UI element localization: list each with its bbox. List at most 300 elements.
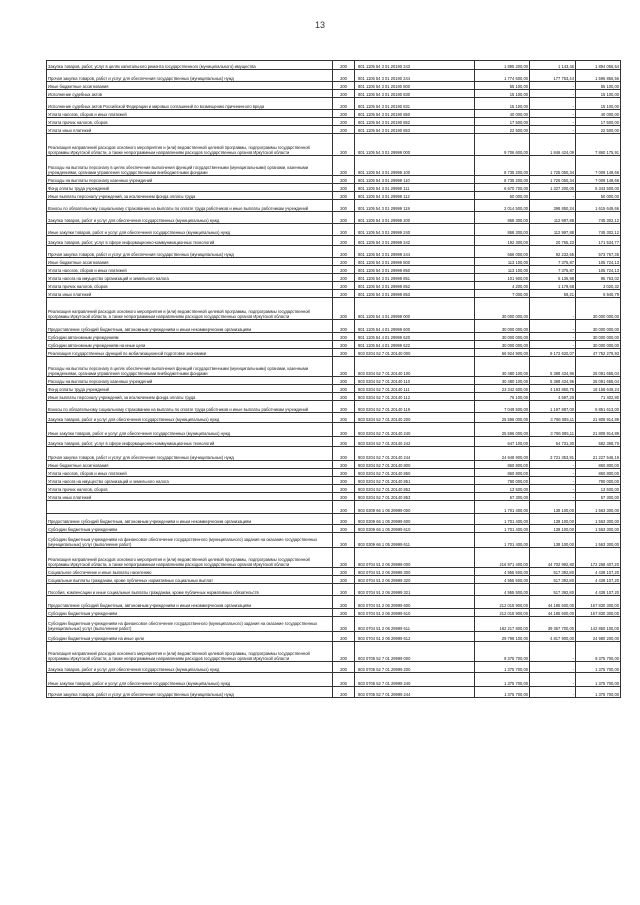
cell-v3: 15 100,00	[576, 90, 621, 98]
cell-code: 200	[333, 61, 355, 70]
cell-code: 200	[333, 110, 355, 118]
cell-name: Иные бюджетные ассигнования	[47, 258, 333, 266]
cell-v1: 50 000,00	[475, 192, 530, 200]
cell-v1: 4 955 500,00	[475, 584, 530, 596]
cell-code: 200	[333, 401, 355, 413]
cell-code: 200	[333, 501, 355, 514]
table-row	[47, 156, 621, 176]
cell-v3: 1 894 056,54	[576, 61, 621, 70]
table-row	[47, 673, 621, 687]
cell-name: Пособия, компенсации и иные социальные выплаты гражданам, кроме публичных нормативных обязательств	[47, 584, 333, 596]
cell-v3: 1 375 700,00	[576, 687, 621, 698]
cell-v2: 1 197 887,00	[530, 401, 576, 413]
cell-v1: 24 948 900,00	[475, 447, 530, 461]
cell-kbk: 801 1105 54 3 01 29999 119	[355, 200, 475, 212]
cell-code: 200	[333, 258, 355, 266]
table-row	[47, 413, 621, 423]
cell-v1: 13 500,00	[475, 485, 530, 493]
cell-kbk: 801 1105 54 3 01 29999 850	[355, 266, 475, 274]
cell-kbk: 801 1105 54 3 01 29999 110	[355, 176, 475, 184]
cell-v3: 1 563 300,00	[576, 525, 621, 533]
cell-v2: 3 786 085,11	[530, 413, 576, 423]
cell-v2: 59,21	[530, 290, 576, 298]
table-row	[47, 401, 621, 413]
cell-v2: 138 100,00	[530, 514, 576, 525]
cell-v3: 7 009 149,66	[576, 176, 621, 184]
cell-v2: -	[530, 469, 576, 477]
cell-v3: 57 300,00	[576, 493, 621, 501]
table-row	[47, 349, 621, 357]
cell-code: 200	[333, 333, 355, 341]
cell-v2: -	[530, 110, 576, 118]
cell-kbk: 801 1105 54 3 01 29999 000	[355, 134, 475, 156]
cell-v3: 105 724,13	[576, 258, 621, 266]
cell-v1: 30 480 100,00	[475, 357, 530, 377]
cell-code: 200	[333, 70, 355, 82]
cell-kbk: 803 0204 52 7 01 20140 851	[355, 477, 475, 485]
cell-v3: 582 368,70	[576, 437, 621, 447]
cell-v1: 25 596 000,00	[475, 413, 530, 423]
table-row	[47, 447, 621, 461]
cell-name: Исполнение судебных актов	[47, 90, 333, 98]
cell-v3: 1 375 700,00	[576, 673, 621, 687]
cell-v1: 40 000,00	[475, 110, 530, 118]
cell-name: Уплата прочих налогов, сборов	[47, 282, 333, 290]
cell-v2: -	[530, 118, 576, 126]
cell-v3: 55 100,00	[576, 82, 621, 90]
table-row	[47, 687, 621, 698]
table-row	[47, 70, 621, 82]
cell-v2: 1 726 050,34	[530, 176, 576, 184]
cell-code: 200	[333, 236, 355, 246]
cell-kbk: 803 0704 51 2 06 29999 611	[355, 617, 475, 632]
table-row	[47, 236, 621, 246]
cell-code: 200	[333, 126, 355, 134]
cell-v1: 1 701 400,00	[475, 525, 530, 533]
cell-kbk: 803 0204 52 7 01 20140 850	[355, 469, 475, 477]
cell-name: Предоставление субсидий бюджетным, автономным учреждениям и иным некоммерческим организациям	[47, 514, 333, 525]
cell-v2: 39 367 700,00	[530, 617, 576, 632]
cell-v1: 56 924 900,00	[475, 349, 530, 357]
cell-v3: 790 000,00	[576, 477, 621, 485]
cell-v1: 647 100,00	[475, 437, 530, 447]
cell-v1: 9 706 600,00	[475, 134, 530, 156]
table-row	[47, 642, 621, 662]
table-row	[47, 437, 621, 447]
cell-name: Прочая закупка товаров, работ и услуг для обеспечения государственных (муниципальных) нужд	[47, 70, 333, 82]
cell-v2: 7 375,87	[530, 266, 576, 274]
cell-kbk: 801 1105 54 3 01 20190 800	[355, 82, 475, 90]
cell-name: Фонд оплаты труда учреждений	[47, 184, 333, 192]
table-row	[47, 393, 621, 401]
cell-v1: 113 100,00	[475, 258, 530, 266]
cell-name: Расходы на выплаты персоналу в целях обеспечения выполнения функций государственными (муниципальными) органами, казенными учреждениями, органами управления государственными внебюджетными фондами	[47, 357, 333, 377]
cell-v1: 30 000 000,00	[475, 341, 530, 349]
cell-v3: 171 534,77	[576, 236, 621, 246]
cell-kbk: 803 0204 52 7 01 20140 111	[355, 385, 475, 393]
cell-code: 200	[333, 385, 355, 393]
cell-v3: 4 438 107,20	[576, 584, 621, 596]
cell-kbk: 801 1105 54 4 01 29999 600	[355, 320, 475, 333]
cell-v2: -	[530, 192, 576, 200]
cell-name: Иные выплаты персоналу учреждений, за исключением фонда оплаты труда	[47, 393, 333, 401]
cell-code: 200	[333, 632, 355, 642]
cell-v2: 517 392,80	[530, 568, 576, 576]
cell-v3: 4 438 107,20	[576, 568, 621, 576]
cell-v1: 55 100,00	[475, 82, 530, 90]
cell-v2: 5 388 434,96	[530, 357, 576, 377]
cell-v2: 7 375,87	[530, 258, 576, 266]
table-row	[47, 320, 621, 333]
table-row	[47, 282, 621, 290]
cell-code: 200	[333, 184, 355, 192]
cell-code: 200	[333, 282, 355, 290]
cell-code: 200	[333, 548, 355, 568]
cell-v2: -	[530, 298, 576, 320]
cell-v2: -	[530, 333, 576, 341]
cell-kbk: 801 1105 54 3 01 29999 800	[355, 258, 475, 266]
cell-name: Субсидии автономным учреждениям	[47, 333, 333, 341]
cell-kbk: 801 1105 54 3 01 20190 850	[355, 110, 475, 118]
cell-code: 200	[333, 176, 355, 184]
table-row	[47, 134, 621, 156]
table-row	[47, 274, 621, 282]
table-row	[47, 493, 621, 501]
cell-v1: 1 774 600,00	[475, 70, 530, 82]
cell-code: 200	[333, 687, 355, 698]
table-row	[47, 333, 621, 341]
cell-v1: 8 735 200,00	[475, 176, 530, 184]
cell-v1: 29 798 100,00	[475, 632, 530, 642]
cell-v3: 142 850 100,00	[576, 617, 621, 632]
cell-kbk: 803 0705 52 7 01 29999 240	[355, 673, 475, 687]
cell-v2: 1 179,68	[530, 282, 576, 290]
cell-name: Закупка товаров, работ, услуг в сфере информационно-коммуникационных технологий	[47, 236, 333, 246]
table-row	[47, 224, 621, 236]
cell-name: Уплата налога на имущество организаций и земельного налога	[47, 477, 333, 485]
cell-v3: 15 100,00	[576, 98, 621, 110]
cell-name: Фонд оплаты труда учреждений	[47, 385, 333, 393]
cell-v2: 517 392,80	[530, 576, 576, 584]
table-row	[47, 662, 621, 673]
cell-v2: 177 753,44	[530, 70, 576, 82]
cell-v1: 15 100,00	[475, 90, 530, 98]
cell-v1: 9 375 700,00	[475, 642, 530, 662]
table-row	[47, 192, 621, 200]
cell-v1: 1 701 400,00	[475, 533, 530, 548]
cell-v2: 4 697,20	[530, 393, 576, 401]
cell-code: 200	[333, 469, 355, 477]
cell-v3: 30 000 000,00	[576, 333, 621, 341]
cell-code: 200	[333, 576, 355, 584]
cell-v3: 47 752 279,93	[576, 349, 621, 357]
cell-v3: 7 009 149,66	[576, 156, 621, 176]
cell-v3: 5 851 613,00	[576, 401, 621, 413]
table-row	[47, 341, 621, 349]
cell-v1: 1 701 400,00	[475, 501, 530, 514]
cell-name: Реализация направлений расходов основного мероприятия и (или) ведомственной целевой программы, подпрограммы государственной программы Иркутской области, а также непрограммным направлениям расходов государственных органов Иркутской области	[47, 548, 333, 568]
cell-code: 200	[333, 357, 355, 377]
cell-name: Уплата иных платежей	[47, 290, 333, 298]
cell-v3: 30 000 000,00	[576, 341, 621, 349]
cell-v3: 30 000 000,00	[576, 298, 621, 320]
cell-name: Закупка товаров, работ и услуг для обеспечения государственных (муниципальных) нужд	[47, 212, 333, 224]
cell-v2: 112 997,88	[530, 224, 576, 236]
cell-v1: 858 300,00	[475, 212, 530, 224]
cell-name: Предоставление субсидий бюджетным, автономным учреждениям и иным некоммерческим организациям	[47, 320, 333, 333]
cell-v2: 398 850,34	[530, 200, 576, 212]
cell-v2: 517 392,80	[530, 584, 576, 596]
cell-name: Закупка товаров, работ и услуг для обеспечения государственных (муниципальных) нужд	[47, 413, 333, 423]
cell-kbk: 801 1105 54 3 01 20190 243	[355, 61, 475, 70]
cell-v1: 192 300,00	[475, 236, 530, 246]
cell-kbk: 803 0704 51 2 06 29999 610	[355, 609, 475, 617]
cell-name: Исполнение судебных актов Российской Федерации и мировых соглашений по возмещению причиненного вреда	[47, 98, 333, 110]
table-row	[47, 596, 621, 609]
cell-v1: 4 955 500,00	[475, 568, 530, 576]
cell-v3: 19 158 649,24	[576, 385, 621, 393]
cell-name: Уплата налогов, сборов и иных платежей	[47, 110, 333, 118]
cell-v1: 76 100,00	[475, 393, 530, 401]
cell-code: 200	[333, 156, 355, 176]
cell-kbk: 801 1105 54 3 01 29999 240	[355, 224, 475, 236]
table-row	[47, 584, 621, 596]
cell-v1: 6 670 700,00	[475, 184, 530, 192]
cell-v2: -	[530, 90, 576, 98]
cell-code: 200	[333, 212, 355, 224]
table-row	[47, 212, 621, 224]
cell-code: 200	[333, 533, 355, 548]
cell-v2: -	[530, 320, 576, 333]
cell-v2: 92 232,65	[530, 246, 576, 258]
cell-v2: 1 327 200,00	[530, 184, 576, 192]
cell-v1: 212 015 900,00	[475, 609, 530, 617]
cell-kbk: 803 0204 52 7 01 20140 800	[355, 461, 475, 469]
cell-name: Реализация направлений расходов основного мероприятия и (или) ведомственной целевой программы, подпрограммы государственной программы Иркутской области, а также непрограммным направлениям расходов государственных органов Иркутской области	[47, 134, 333, 156]
cell-name: Субсидии бюджетным учреждениям	[47, 525, 333, 533]
cell-v3: 25 091 665,04	[576, 377, 621, 385]
cell-code: 200	[333, 514, 355, 525]
cell-name: Расходы на выплаты персоналу в целях обеспечения выполнения функций государственными (муниципальными) органами, казенными учреждениями, органами управления государственными внебюджетными фондами	[47, 156, 333, 176]
cell-kbk: 801 1105 54 3 01 29999 100	[355, 156, 475, 176]
cell-v2: 20 765,23	[530, 236, 576, 246]
cell-code: 200	[333, 423, 355, 437]
cell-kbk: 801 1105 54 3 01 29999 111	[355, 184, 475, 192]
cell-kbk: 801 1105 54 3 01 29999 853	[355, 290, 475, 298]
table-row	[47, 110, 621, 118]
cell-name: Уплата иных платежей	[47, 493, 333, 501]
cell-kbk: 803 0309 66 1 05 29999 610	[355, 525, 475, 533]
cell-v2: 4 183 850,75	[530, 385, 576, 393]
cell-v3: 167 830 300,00	[576, 596, 621, 609]
table-row	[47, 126, 621, 134]
cell-kbk: 803 0704 51 2 06 29999 600	[355, 596, 475, 609]
cell-v1: 666 000,00	[475, 246, 530, 258]
table-row	[47, 609, 621, 617]
cell-v1: 790 000,00	[475, 477, 530, 485]
cell-v1: 8 735 200,00	[475, 156, 530, 176]
cell-v3: 745 302,12	[576, 224, 621, 236]
table-row	[47, 200, 621, 212]
cell-kbk: 801 1105 54 4 01 29999 620	[355, 333, 475, 341]
cell-v3: 21 227 546,19	[576, 447, 621, 461]
cell-name: Реализация государственных функций по мобилизационной подготовке экономики	[47, 349, 333, 357]
cell-code: 200	[333, 447, 355, 461]
cell-v2: -	[530, 477, 576, 485]
cell-code: 200	[333, 596, 355, 609]
cell-v3: 24 980 200,00	[576, 632, 621, 642]
cell-v3: 6 940,79	[576, 290, 621, 298]
cell-name: Социальные выплаты гражданам, кроме публичных нормативных социальных выплат	[47, 576, 333, 584]
cell-v2: -	[530, 461, 576, 469]
table-row	[47, 477, 621, 485]
cell-code: 200	[333, 584, 355, 596]
cell-code: 200	[333, 320, 355, 333]
cell-name: Предоставление субсидий бюджетным, автономным учреждениям и иным некоммерческим организациям	[47, 596, 333, 609]
cell-code: 200	[333, 246, 355, 258]
cell-name	[47, 501, 333, 514]
cell-name: Уплата прочих налогов, сборов	[47, 485, 333, 493]
table-row	[47, 118, 621, 126]
cell-kbk: 803 0204 52 7 01 20140 200	[355, 413, 475, 423]
cell-code: 200	[333, 298, 355, 320]
cell-kbk: 803 0309 66 1 05 29999 611	[355, 533, 475, 548]
cell-v2: -	[530, 126, 576, 134]
table-row	[47, 357, 621, 377]
cell-v2: 138 100,00	[530, 525, 576, 533]
cell-v2: 138 100,00	[530, 501, 576, 514]
cell-name: Расходы на выплаты персоналу казенных учреждений	[47, 377, 333, 385]
cell-kbk: 803 0204 52 7 01 20140 000	[355, 349, 475, 357]
cell-v1: 30 000 000,00	[475, 320, 530, 333]
cell-v1: 23 342 500,00	[475, 385, 530, 393]
cell-kbk: 801 1105 54 3 01 20190 830	[355, 90, 475, 98]
cell-code: 200	[333, 477, 355, 485]
cell-code: 200	[333, 274, 355, 282]
cell-v1: 1 375 700,00	[475, 687, 530, 698]
cell-v1: 860 800,00	[475, 469, 530, 477]
cell-v2: -	[530, 662, 576, 673]
cell-kbk: 803 0204 52 7 01 20140 110	[355, 377, 475, 385]
cell-v1: 17 500,00	[475, 118, 530, 126]
cell-name: Уплата иных платежей	[47, 126, 333, 134]
cell-kbk: 803 0204 52 7 01 20140 244	[355, 447, 475, 461]
cell-v2: 1 143,46	[530, 61, 576, 70]
cell-kbk: 801 1105 54 3 01 20190 831	[355, 98, 475, 110]
cell-kbk: 803 0704 51 2 06 29999 321	[355, 584, 475, 596]
cell-v3: 22 500,00	[576, 126, 621, 134]
cell-v1: 7 049 500,00	[475, 401, 530, 413]
cell-code: 200	[333, 200, 355, 212]
cell-code: 200	[333, 118, 355, 126]
cell-name: Закупка товаров, работ, услуг в сфере информационно-коммуникационных технологий	[47, 437, 333, 447]
cell-v3: 1 596 856,56	[576, 70, 621, 82]
cell-code: 200	[333, 642, 355, 662]
cell-kbk: 803 0704 51 2 06 29999 612	[355, 632, 475, 642]
cell-v3: 71 402,80	[576, 393, 621, 401]
table-row	[47, 298, 621, 320]
cell-code: 200	[333, 290, 355, 298]
cell-v2: 5 388 434,96	[530, 377, 576, 385]
table-row	[47, 568, 621, 576]
cell-v1: 25 596 000,00	[475, 423, 530, 437]
cell-name: Субсидии бюджетным учреждениям	[47, 609, 333, 617]
cell-v1: 15 100,00	[475, 98, 530, 110]
cell-v1: 1 375 700,00	[475, 673, 530, 687]
cell-v3: 1 563 300,00	[576, 501, 621, 514]
cell-v2: 3 721 353,81	[530, 447, 576, 461]
cell-v1: 2 014 500,00	[475, 200, 530, 212]
table-row	[47, 61, 621, 70]
cell-v2: 44 185 600,00	[530, 596, 576, 609]
cell-v1: 860 800,00	[475, 461, 530, 469]
cell-v3: 9 375 700,00	[576, 642, 621, 662]
cell-name: Реализация направлений расходов основного мероприятия и (или) ведомственной целевой программы, подпрограммы государственной программы Иркутской области, а также непрограммным направлениям расходов государственных органов Иркутской области	[47, 298, 333, 320]
cell-kbk: 801 1105 54 3 01 20190 852	[355, 118, 475, 126]
cell-name: Иные закупки товаров, работ и услуг для обеспечения государственных (муниципальных) нужд	[47, 423, 333, 437]
cell-v3: 1 615 649,66	[576, 200, 621, 212]
cell-code: 200	[333, 673, 355, 687]
cell-code: 200	[333, 90, 355, 98]
cell-code: 200	[333, 609, 355, 617]
cell-v1: 57 300,00	[475, 493, 530, 501]
cell-name: Иные бюджетные ассигнования	[47, 461, 333, 469]
cell-name: Субсидии бюджетным учреждениям на финансовое обеспечение государственного (муниципального) задания на оказание государственных (муниципальных) услуг (выполнение работ)	[47, 617, 333, 632]
cell-v2: 44 185 600,00	[530, 609, 576, 617]
cell-v2: 3 786 085,11	[530, 423, 576, 437]
cell-v3: 3 020,32	[576, 282, 621, 290]
table-row	[47, 290, 621, 298]
cell-v2: -	[530, 98, 576, 110]
cell-kbk: 801 1105 54 4 01 29999 000	[355, 298, 475, 320]
cell-code: 200	[333, 266, 355, 274]
table-row	[47, 514, 621, 525]
table-row	[47, 461, 621, 469]
cell-v2: 1 846 424,09	[530, 134, 576, 156]
cell-v3: 860 800,00	[576, 469, 621, 477]
cell-kbk: 803 0705 52 7 01 29999 244	[355, 687, 475, 698]
table-row	[47, 258, 621, 266]
cell-name: Уплата налогов, сборов и иных платежей	[47, 469, 333, 477]
cell-kbk: 803 0704 51 2 06 29999 000	[355, 548, 475, 568]
cell-v1: 212 015 900,00	[475, 596, 530, 609]
table-row	[47, 246, 621, 258]
cell-v2: -	[530, 673, 576, 687]
cell-code: 200	[333, 525, 355, 533]
cell-v1: 113 100,00	[475, 266, 530, 274]
cell-code: 200	[333, 485, 355, 493]
table-row	[47, 632, 621, 642]
cell-kbk: 801 1105 54 3 01 29999 242	[355, 236, 475, 246]
cell-v3: 7 860 175,91	[576, 134, 621, 156]
cell-name: Прочая закупка товаров, работ и услуг для обеспечения государственных (муниципальных) нужд	[47, 246, 333, 258]
cell-v3: 1 375 700,00	[576, 662, 621, 673]
cell-kbk: 801 1105 54 4 01 29999 622	[355, 341, 475, 349]
cell-kbk: 803 0204 52 7 01 20140 853	[355, 493, 475, 501]
cell-v3: 1 563 300,00	[576, 533, 621, 548]
cell-code: 200	[333, 341, 355, 349]
cell-name: Прочая закупка товаров, работ и услуг для обеспечения государственных (муниципальных) нужд	[47, 447, 333, 461]
cell-kbk: 803 0704 51 2 06 29999 300	[355, 568, 475, 576]
cell-v2: -	[530, 642, 576, 662]
cell-v2: 1 725 050,34	[530, 156, 576, 176]
cell-name: Уплата налогов, сборов и иных платежей	[47, 266, 333, 274]
cell-kbk: 803 0204 52 7 01 20140 119	[355, 401, 475, 413]
cell-code: 200	[333, 461, 355, 469]
cell-kbk: 801 1105 54 3 01 29999 200	[355, 212, 475, 224]
table-row	[47, 98, 621, 110]
table-row	[47, 469, 621, 477]
